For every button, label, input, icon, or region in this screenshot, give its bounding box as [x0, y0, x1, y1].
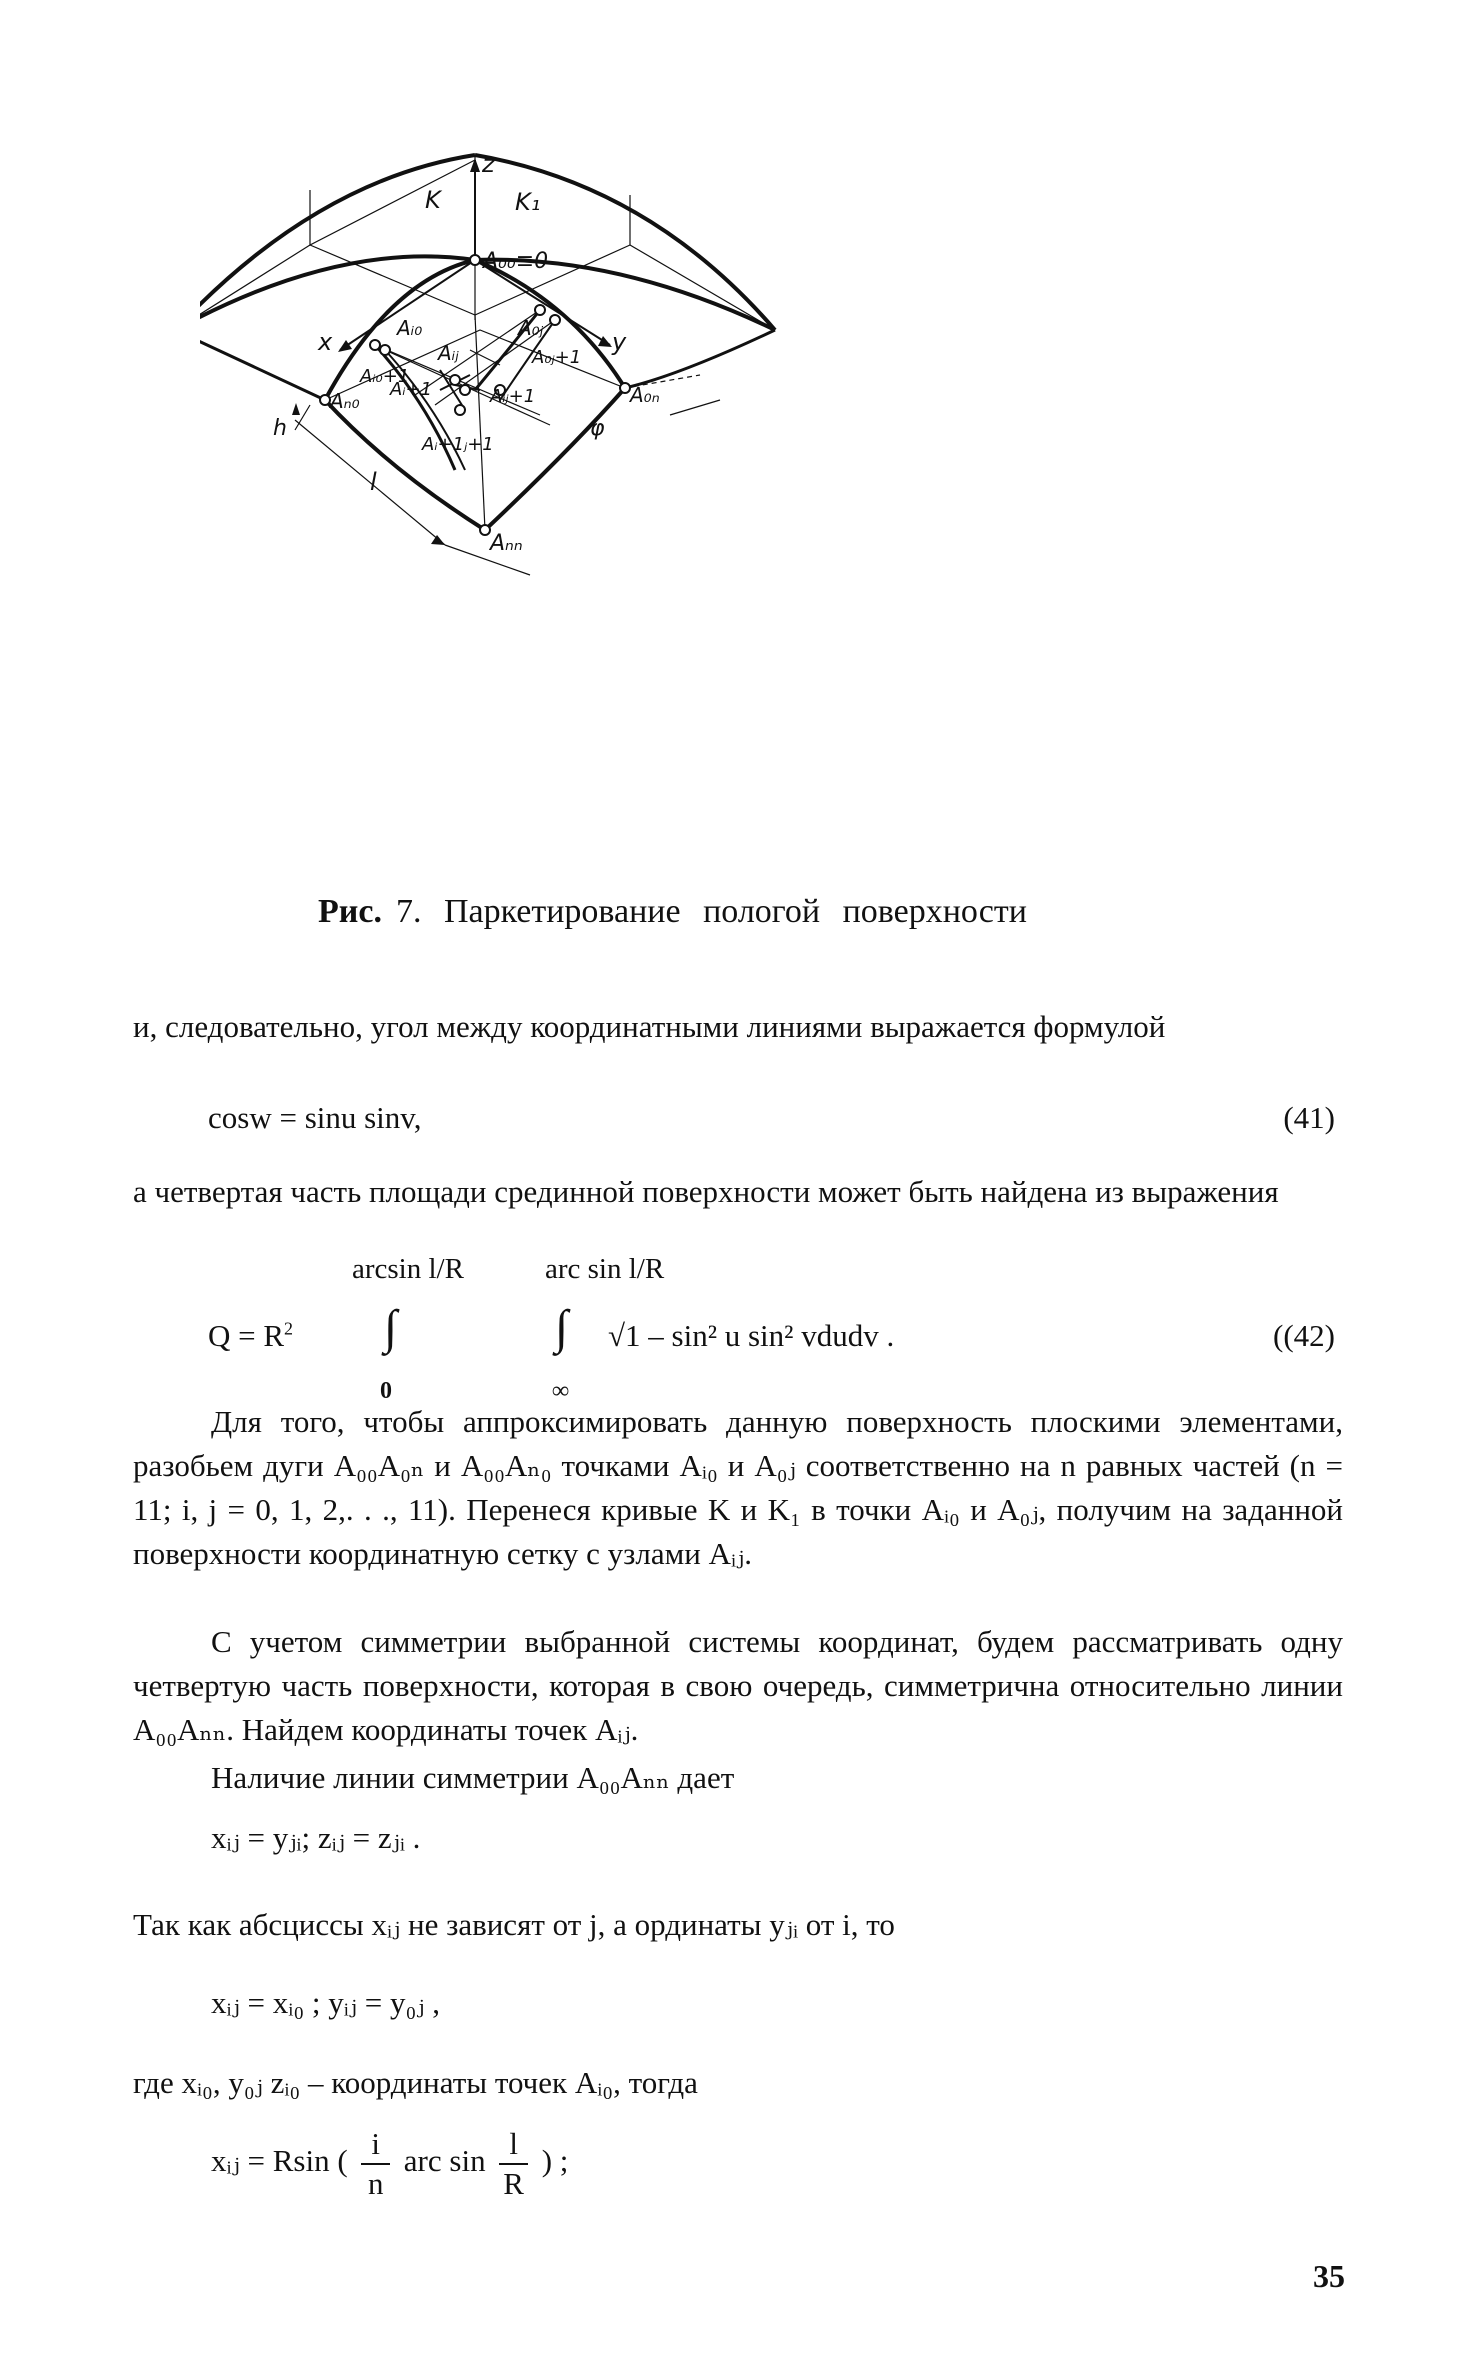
- outer-edge-front-right: [625, 330, 775, 388]
- eq42-lower-limit-2: ∞: [552, 1378, 570, 1404]
- equation-41: cosw = sinu sinv,: [208, 1100, 422, 1135]
- label-ai0p1: Aᵢ₀+1: [360, 366, 410, 387]
- label-aij: Aᵢⱼ: [438, 341, 459, 365]
- paragraph-6: Так как абсциссы xᵢⱼ не зависят от j, а ординаты yⱼᵢ от i, то: [133, 1907, 895, 1942]
- label-a0jp1: A₀ⱼ+1: [532, 347, 582, 368]
- label-ann: Aₙₙ: [490, 531, 523, 556]
- paragraph-3: Для того, чтобы аппроксимировать данную поверхность плоскими элементами, разобьем дуги A₀₀A₀ₙ и A₀₀Aₙ₀ точками Aᵢ₀ и A₀ⱼ соответственно на n равных частей (n = 11; i, j = 0, 1, 2,. . ., 11). Перенеся кривые K и K₁ в точки Aᵢ₀ и A₀ⱼ, получим на заданной поверхности координатную сетку с узлами Aᵢⱼ.: [133, 1404, 1343, 1571]
- paragraph-5: Наличие линии симметрии A₀₀Aₙₙ дает: [211, 1760, 735, 1795]
- label-z: z: [482, 150, 495, 178]
- eq42-integral-2: ∫: [555, 1301, 569, 1354]
- label-a00: A₀₀≡0: [483, 249, 549, 274]
- eq42-upper-limit-1: arcsin l/R: [352, 1253, 464, 1285]
- equation-xy: xᵢⱼ = xᵢ₀ ; yᵢⱼ = y₀ⱼ ,: [211, 1985, 440, 2020]
- paragraph-2: а четвертая часть площади срединной поверхности может быть найдена из выражения: [133, 1174, 1279, 1209]
- paragraph-1: и, следовательно, угол между координатными линиями выражается формулой: [133, 1009, 1166, 1044]
- paragraph-4: С учетом симметрии выбранной системы координат, будем рассматривать одну четвертую часть поверхности, которая в свою очередь, симметрична относительно линии A₀₀Aₙₙ. Найдем координаты точек Aᵢⱼ.: [133, 1624, 1343, 1747]
- label-ai0: Aᵢ₀: [397, 316, 423, 340]
- eq42-upper-limit-2: arc sin l/R: [545, 1253, 665, 1285]
- figure-caption: [318, 893, 1027, 931]
- label-phi: φ: [590, 416, 605, 441]
- label-l: l: [370, 468, 377, 496]
- caption-number: 7.: [395, 893, 422, 930]
- paragraph-7: где xᵢ₀, y₀ⱼ zᵢ₀ – координаты точек Aᵢ₀, тогда: [133, 2065, 698, 2100]
- equation-41-number: (41): [1283, 1100, 1335, 1135]
- label-a0n: A₀ₙ: [630, 383, 660, 407]
- boundary-a0n-ann: [485, 388, 625, 530]
- equation-42-number: ((42): [1273, 1318, 1335, 1353]
- eq42-integrand: √1 – sin² u sin² vdudv .: [608, 1318, 895, 1353]
- label-y: y: [612, 328, 627, 356]
- eq42-lower-limit-1: 0: [380, 1378, 392, 1404]
- caption-text: Паркетирование пологой поверхности: [443, 893, 1027, 930]
- label-an0: Aₙ₀: [330, 389, 360, 413]
- equation-symmetry: xᵢⱼ = yⱼᵢ; zᵢⱼ = zⱼᵢ .: [211, 1820, 421, 1855]
- label-aip1: Aᵢ+1: [390, 379, 433, 400]
- label-x: x: [318, 328, 333, 356]
- figure-surface-diagram: [200, 150, 1260, 870]
- outer-edge-front-left: [200, 330, 325, 400]
- shallow-surface-drawing: [200, 150, 1260, 870]
- label-k1: K₁: [515, 188, 541, 216]
- label-aijp1: Aᵢⱼ+1: [490, 386, 536, 407]
- eq42-lhs: $Q = R^2$: [208, 1318, 294, 1353]
- label-a0j: A₀ⱼ: [518, 316, 544, 340]
- label-aip1jp1: Aᵢ+1ⱼ+1: [422, 434, 494, 455]
- caption-prefix: Рис.: [318, 893, 382, 930]
- eq42-integral-1: ∫: [384, 1301, 398, 1354]
- equation-xij: xᵢⱼ = Rsin ( $\frac{i}{n}$ arc sin $\frac{l}{R}$ ) ;: [211, 2126, 569, 2201]
- label-h: h: [273, 416, 287, 441]
- label-k: K: [425, 186, 441, 214]
- page-number: 35: [1313, 2258, 1345, 2294]
